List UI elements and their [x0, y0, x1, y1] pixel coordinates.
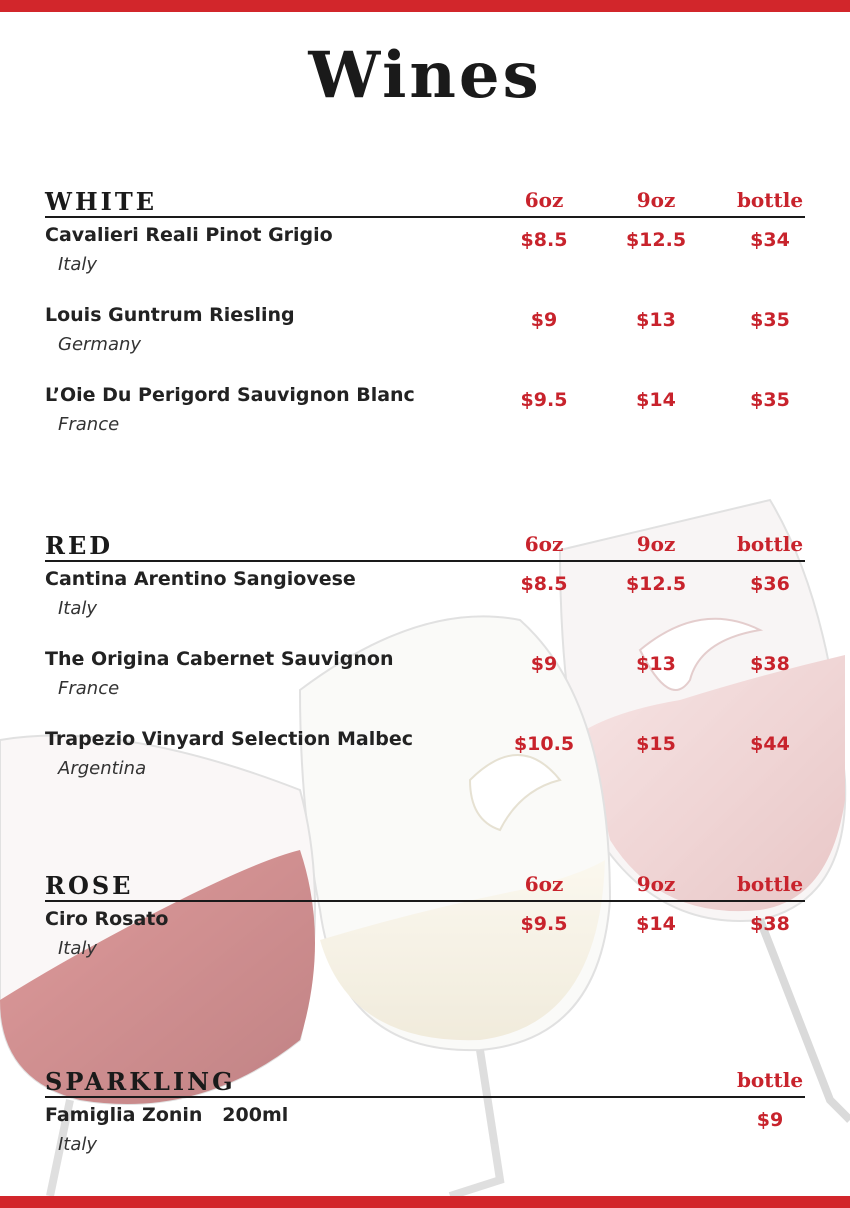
- price-6oz: $8.5: [520, 573, 568, 595]
- column-bottle: bottle: [736, 872, 804, 896]
- wine-origin: Argentina: [58, 758, 147, 779]
- column-6oz: 6oz: [524, 532, 564, 556]
- price-bottle: $35: [750, 309, 790, 331]
- wine-origin: Italy: [58, 254, 98, 275]
- wine-name: The Origina Cabernet Sauvignon: [45, 648, 394, 670]
- bottom-red-bar: [0, 1196, 850, 1208]
- price-bottle: $34: [750, 229, 790, 251]
- wine-origin: France: [58, 678, 120, 699]
- column-6oz: 6oz: [524, 872, 564, 896]
- wine-name: Trapezio Vinyard Selection Malbec: [45, 728, 414, 750]
- wine-origin: Italy: [58, 598, 98, 619]
- wine-item: [45, 722, 805, 802]
- wine-name: Louis Guntrum Riesling: [45, 304, 295, 326]
- wine-name: L’Oie Du Perigord Sauvignon Blanc: [45, 384, 415, 406]
- wine-origin: France: [58, 414, 120, 435]
- price-bottle: $36: [750, 573, 790, 595]
- section-header: [45, 870, 805, 902]
- wine-item: [45, 562, 805, 642]
- column-bottle: bottle: [736, 532, 804, 556]
- column-6oz: 6oz: [524, 188, 564, 212]
- column-bottle: bottle: [736, 188, 804, 212]
- section-title: ROSE: [45, 871, 134, 900]
- wine-origin: Germany: [58, 334, 142, 355]
- price-6oz: $9.5: [520, 389, 568, 411]
- section-title: WHITE: [45, 187, 158, 216]
- section-header: [45, 1066, 805, 1098]
- price-6oz: $9: [530, 653, 558, 675]
- price-bottle: $35: [750, 389, 790, 411]
- price-6oz: $9.5: [520, 913, 568, 935]
- wine-origin: Italy: [58, 1134, 98, 1155]
- price-bottle: $9: [756, 1109, 784, 1131]
- section-title: SPARKLING: [45, 1067, 236, 1096]
- section-rose: [45, 870, 805, 982]
- wine-name: Ciro Rosato: [45, 908, 169, 930]
- wine-name: Famiglia Zonin 200ml: [45, 1104, 289, 1126]
- price-9oz: $13: [636, 309, 676, 331]
- wine-origin: Italy: [58, 938, 98, 959]
- section-sparkling: [45, 1066, 805, 1178]
- wine-name: Cavalieri Reali Pinot Grigio: [45, 224, 333, 246]
- price-6oz: $10.5: [513, 733, 575, 755]
- wine-item: [45, 1098, 805, 1178]
- price-9oz: $14: [636, 913, 676, 935]
- column-9oz: 9oz: [636, 532, 676, 556]
- wine-item: [45, 642, 805, 722]
- section-red: [45, 530, 805, 802]
- price-9oz: $12.5: [625, 573, 687, 595]
- wine-name: Cantina Arentino Sangiovese: [45, 568, 356, 590]
- price-6oz: $9: [530, 309, 558, 331]
- price-bottle: $38: [750, 653, 790, 675]
- price-9oz: $12.5: [625, 229, 687, 251]
- price-bottle: $38: [750, 913, 790, 935]
- column-bottle: bottle: [736, 1068, 804, 1092]
- wine-item: [45, 378, 805, 458]
- column-9oz: 9oz: [636, 188, 676, 212]
- price-9oz: $14: [636, 389, 676, 411]
- section-header: [45, 530, 805, 562]
- wine-item: [45, 218, 805, 298]
- price-bottle: $44: [750, 733, 790, 755]
- price-6oz: $8.5: [520, 229, 568, 251]
- price-9oz: $15: [636, 733, 676, 755]
- price-9oz: $13: [636, 653, 676, 675]
- top-red-bar: [0, 0, 850, 12]
- wine-item: [45, 298, 805, 378]
- page-title: Wines: [308, 38, 542, 113]
- wine-item: [45, 902, 805, 982]
- section-header: [45, 186, 805, 218]
- section-white: [45, 186, 805, 458]
- column-9oz: 9oz: [636, 872, 676, 896]
- section-title: RED: [45, 531, 114, 560]
